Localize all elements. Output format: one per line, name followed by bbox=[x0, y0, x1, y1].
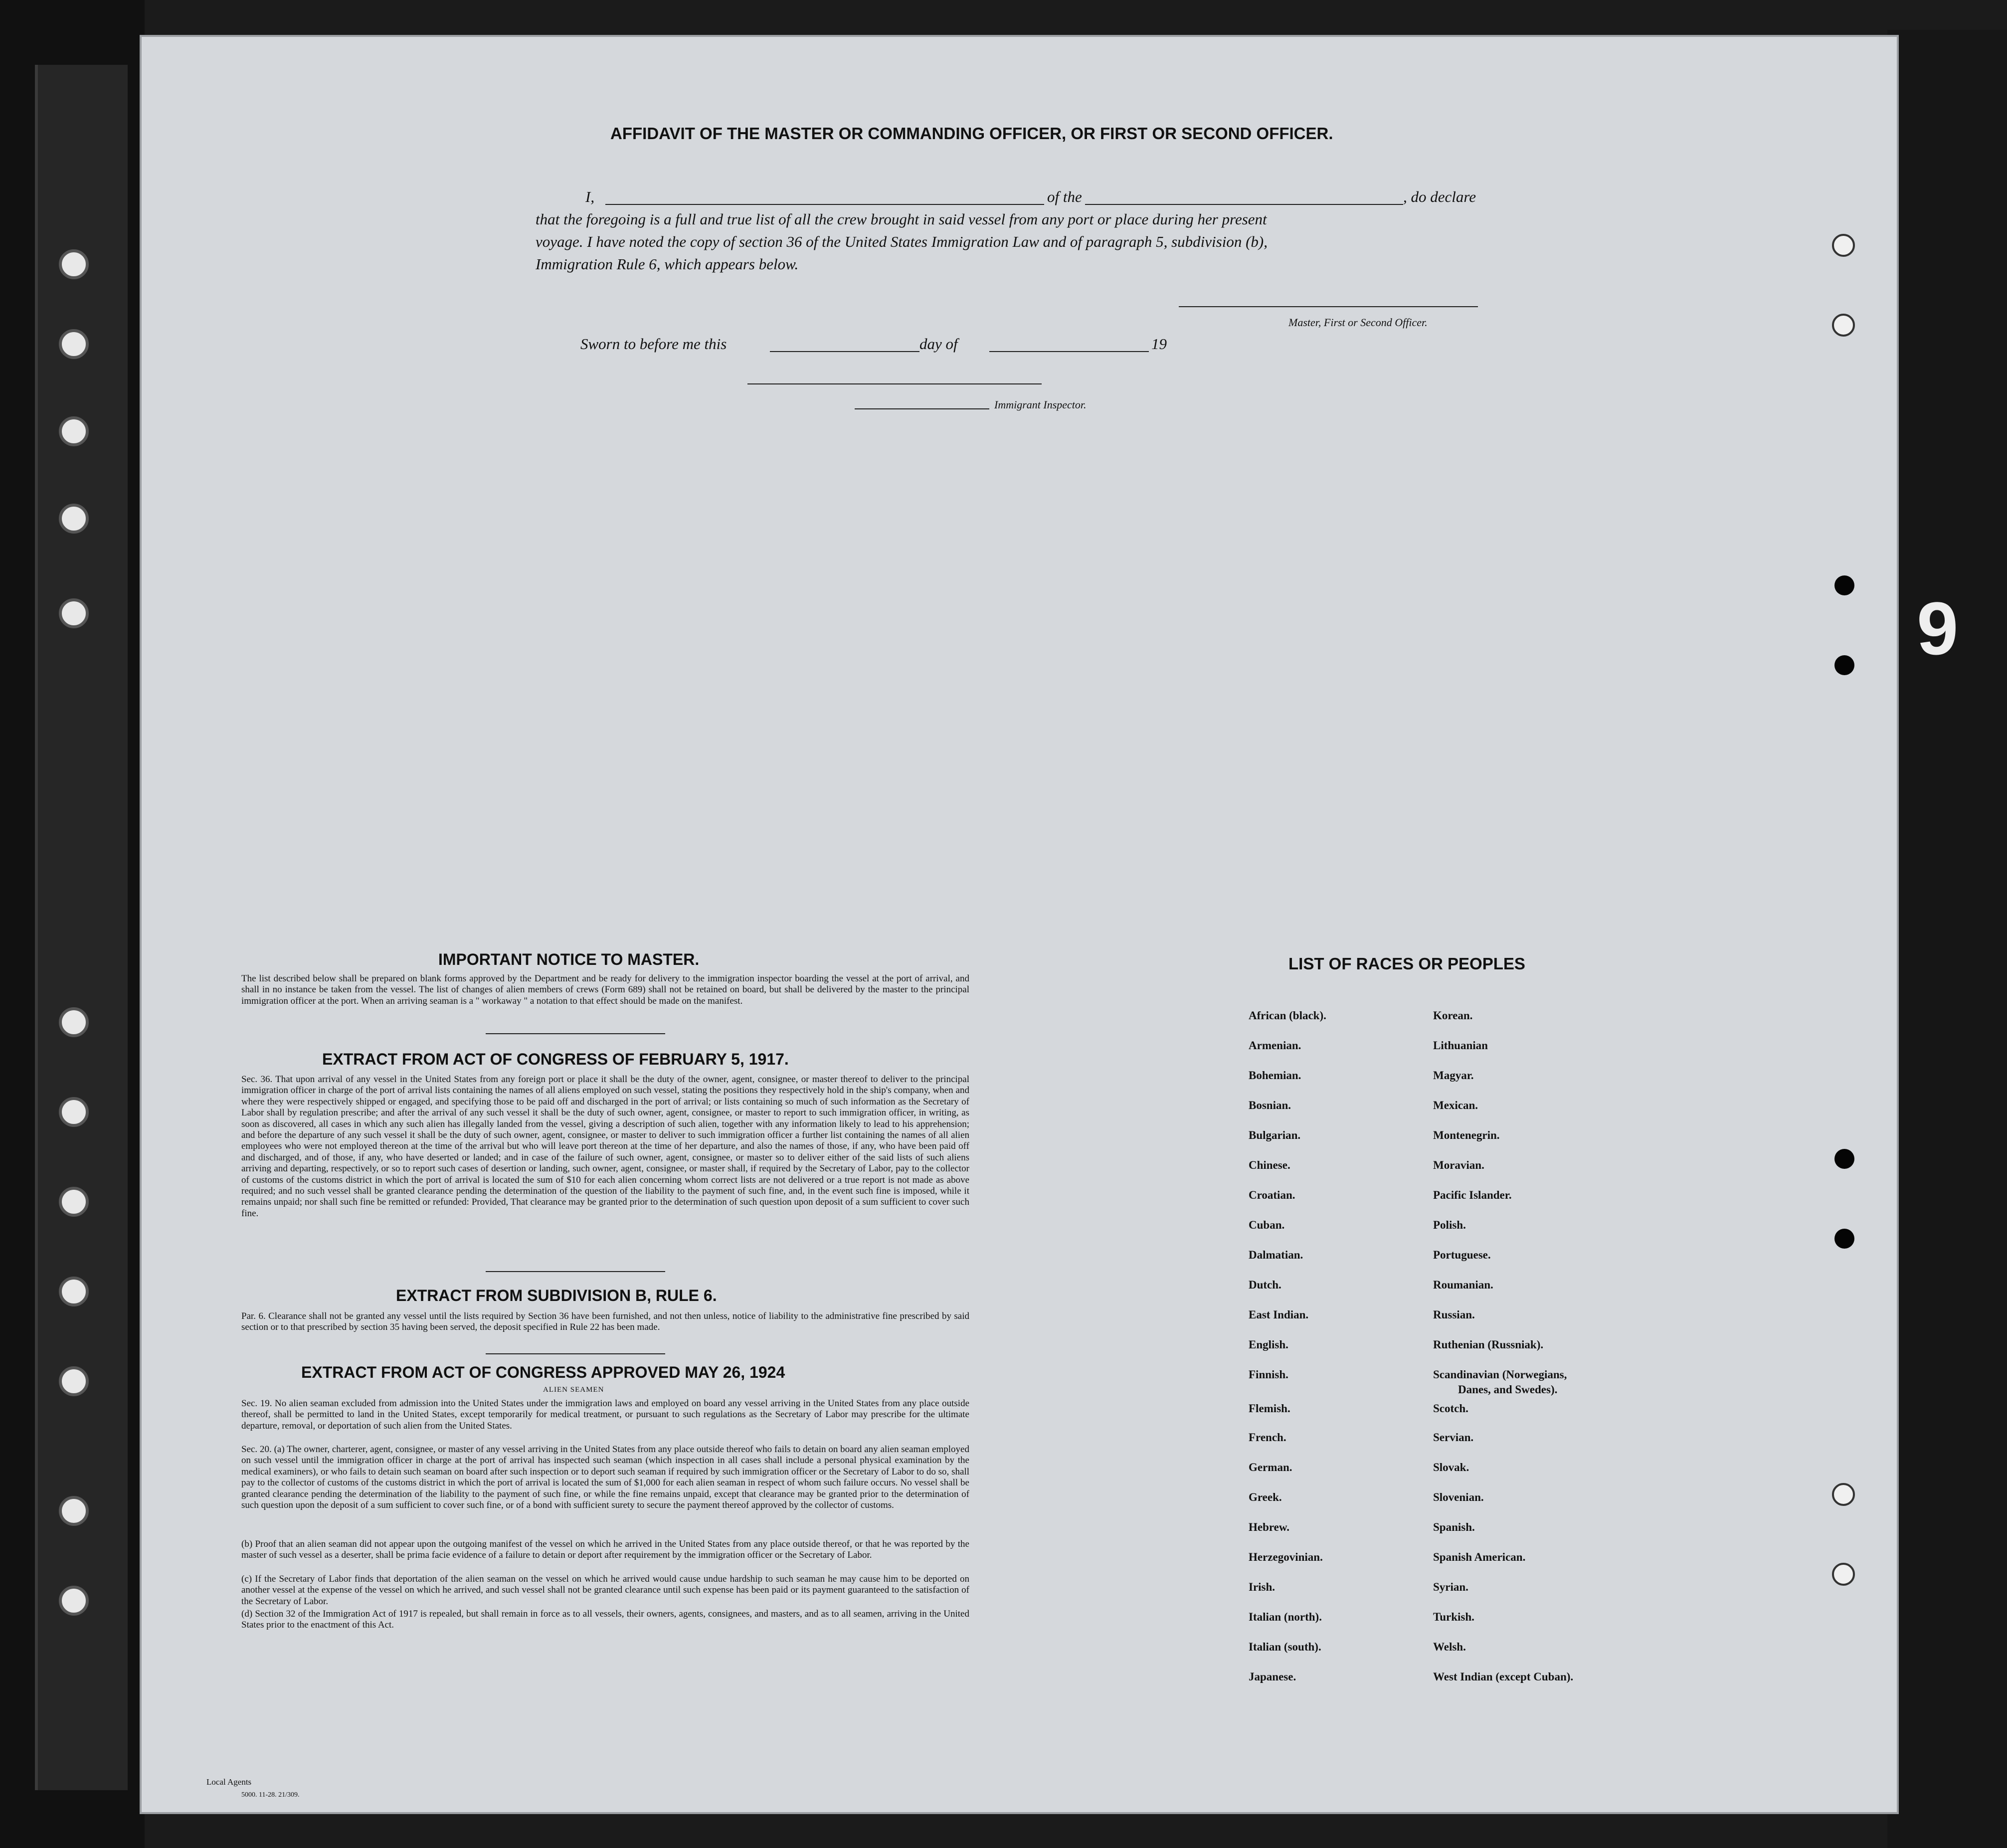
race-left: Hebrew. bbox=[1249, 1521, 1289, 1533]
race-right: Scotch. bbox=[1433, 1402, 1468, 1415]
race-right: Spanish. bbox=[1433, 1521, 1475, 1533]
race-right: Spanish American. bbox=[1433, 1551, 1526, 1563]
races-title: LIST OF RACES OR PEOPLES bbox=[1288, 954, 1525, 973]
sworn-text: Sworn to before me this bbox=[580, 335, 727, 353]
binding-hole bbox=[59, 504, 89, 534]
binding-hole bbox=[59, 249, 89, 279]
punch-hole bbox=[1832, 1483, 1855, 1506]
affidavit-i: I, bbox=[585, 188, 595, 205]
race-right: Pacific Islander. bbox=[1433, 1189, 1512, 1201]
punch-hole bbox=[1832, 314, 1855, 337]
scan-right-edge bbox=[1887, 30, 2007, 1848]
affidavit-line-2: that the foregoing is a full and true list of all the crew brought in said vessel from any port or place during her present bbox=[536, 210, 1267, 228]
binding-hole bbox=[59, 1007, 89, 1037]
alien-seamen-subtitle: ALIEN SEAMEN bbox=[543, 1386, 604, 1394]
race-right: Magyar. bbox=[1433, 1069, 1474, 1082]
affidavit-declare: , do declare bbox=[1403, 188, 1476, 205]
race-left: Italian (north). bbox=[1249, 1611, 1322, 1623]
race-left: Japanese. bbox=[1249, 1670, 1296, 1683]
punch-hole bbox=[1834, 655, 1854, 675]
race-left: Finnish. bbox=[1249, 1368, 1288, 1381]
par-c-text: (c) If the Secretary of Labor finds that deportation of the alien seaman on the vessel on which he arrived would cause undue hardship to such seaman he may cause him to be deported on another vessel at the expense of the vessel on which he arrived, and such vessel shall not be granted clearance until such expense has been paid or its payment guaranteed to the satisfaction of the Secretary of Labor. bbox=[241, 1574, 969, 1607]
race-right: Montenegrin. bbox=[1433, 1129, 1500, 1141]
race-right: Servian. bbox=[1433, 1431, 1474, 1444]
race-left: Herzegovinian. bbox=[1249, 1551, 1323, 1563]
notice-text: The list described below shall be prepared on blank forms approved by the Department and be ready for delivery to the immigration inspector boarding the vessel at the port of arrival, and shall in no instance be taken from the vessel. The list of changes of alien members of crews (Form 689) shall not be retained on board, but shall be delivered by the master to the principal immigration officer at the port. When an arriving seaman is a " workaway " a notation to that effect should be made on the manifest. bbox=[241, 973, 969, 1006]
race-left: Bulgarian. bbox=[1249, 1129, 1301, 1141]
inspector-label: Immigrant Inspector. bbox=[994, 398, 1087, 411]
master-label: Master, First or Second Officer. bbox=[1288, 316, 1428, 329]
vessel-blank bbox=[1099, 204, 1403, 205]
race-left: East Indian. bbox=[1249, 1308, 1309, 1321]
race-right: Ruthenian (Russniak). bbox=[1433, 1338, 1544, 1351]
affidavit-title: AFFIDAVIT OF THE MASTER OR COMMANDING OFFICER, OR FIRST OR SECOND OFFICER. bbox=[610, 124, 1333, 143]
race-left: German. bbox=[1249, 1461, 1292, 1474]
punch-hole bbox=[1834, 575, 1854, 595]
binding-hole bbox=[59, 416, 89, 446]
footer-code: 5000. 11-28. 21/309. bbox=[241, 1791, 300, 1799]
race-right: Russian. bbox=[1433, 1308, 1475, 1321]
extract-1917-title: EXTRACT FROM ACT OF CONGRESS OF FEBRUARY 5, 1917. bbox=[322, 1050, 789, 1068]
rule6-text: Par. 6. Clearance shall not be granted any vessel until the lists required by Section 36 have been furnished, and not then unless, notice of liability to the administrative fine prescribed by said section or to that prescribed by section 35 having been served, the deposit specified in Rule 22 has been made. bbox=[241, 1311, 969, 1333]
binding-hole bbox=[59, 598, 89, 628]
inspector-signature-line bbox=[747, 383, 1042, 384]
year-text: 19 bbox=[1151, 335, 1167, 353]
race-left: Bosnian. bbox=[1249, 1099, 1291, 1111]
footer-agents: Local Agents bbox=[206, 1777, 252, 1787]
race-right: Portuguese. bbox=[1433, 1249, 1491, 1261]
binding-hole bbox=[59, 1277, 89, 1306]
binding-hole bbox=[59, 1187, 89, 1217]
binding-edge bbox=[0, 0, 145, 1848]
sec-19-text: Sec. 19. No alien seaman excluded from admission into the United States under the immigration laws and employed on board any vessel arriving in the United States from any place outside thereof, shall be permitted to land in the United States, except temporarily for medical treatment, or pursuant to such regulations as the Secretary of Labor may prescribe for the ultimate departure, removal, or deportation of such alien from the United States. bbox=[241, 1398, 969, 1431]
race-left: Armenian. bbox=[1249, 1039, 1301, 1052]
race-left: Chinese. bbox=[1249, 1159, 1290, 1171]
inspector-name-blank bbox=[855, 408, 989, 409]
race-left: Flemish. bbox=[1249, 1402, 1290, 1415]
race-right: Scandinavian (Norwegians, bbox=[1433, 1368, 1567, 1381]
month-blank bbox=[989, 351, 1149, 352]
binding-strip bbox=[35, 65, 128, 1790]
par-b-text: (b) Proof that an alien seaman did not appear upon the outgoing manifest of the vessel on which he arrived in the United States from any place outside thereof, or that he was reported by the master of such vessel as a deserter, shall be prima facie evidence of a failure to detain or deport after requirement by the immigration officer or the Secretary of Labor. bbox=[241, 1539, 969, 1561]
race-left: Croatian. bbox=[1249, 1189, 1295, 1201]
race-left: Bohemian. bbox=[1249, 1069, 1301, 1082]
race-right: Moravian. bbox=[1433, 1159, 1484, 1171]
race-left: Dalmatian. bbox=[1249, 1249, 1303, 1261]
affidavit-line-4: Immigration Rule 6, which appears below. bbox=[536, 255, 799, 273]
divider bbox=[486, 1033, 665, 1034]
race-right: Lithuanian bbox=[1433, 1039, 1488, 1052]
rule6-title: EXTRACT FROM SUBDIVISION B, RULE 6. bbox=[396, 1287, 717, 1304]
punch-hole bbox=[1832, 1563, 1855, 1586]
race-right: Syrian. bbox=[1433, 1581, 1468, 1593]
extract-1924-title: EXTRACT FROM ACT OF CONGRESS APPROVED MAY 26, 1924 bbox=[301, 1363, 785, 1381]
margin-mark: 9 bbox=[1917, 586, 1959, 670]
race-right: West Indian (except Cuban). bbox=[1433, 1670, 1574, 1683]
race-left: English. bbox=[1249, 1338, 1288, 1351]
race-left: African (black). bbox=[1249, 1009, 1326, 1022]
day-of-text: day of bbox=[919, 335, 958, 353]
affidavit-of-the: of the bbox=[1044, 186, 1085, 207]
sec-20-text: Sec. 20. (a) The owner, charterer, agent, consignee, or master of any vessel arriving in the United States from any place outside thereof who fails to detain on board any alien seaman employed on such vessel until the immigration officer in charge at the port of arrival has inspected such seaman (which inspection in all cases shall include a personal physical examination by the medical examiners), or who fails to detain such seaman on board after such inspection or to deport such seaman if required by such immigration officer or the Secretary of Labor to do so, shall pay to the collector of customs of the customs district in which the port of arrival is located the sum of $1,000 for each alien seaman in respect of whom such failure occurs. No vessel shall be granted clearance pending the determination of the liability to the payment of such fine, or while the fine remains unpaid, except that clearance may be granted prior to the determination of such question upon the deposit of a sum sufficient to cover such fine, or of a bond with sufficient surety to secure the payment thereof approved by the collector of customs. bbox=[241, 1444, 969, 1511]
race-right-continuation: Danes, and Swedes). bbox=[1458, 1383, 1558, 1396]
notice-title: IMPORTANT NOTICE TO MASTER. bbox=[438, 950, 700, 968]
binding-hole bbox=[59, 1366, 89, 1396]
manifest-page bbox=[140, 35, 1959, 1814]
race-right: Mexican. bbox=[1433, 1099, 1478, 1111]
race-left: Greek. bbox=[1249, 1491, 1282, 1503]
race-left: Dutch. bbox=[1249, 1279, 1281, 1291]
punch-hole bbox=[1834, 1229, 1854, 1249]
race-right: Turkish. bbox=[1433, 1611, 1474, 1623]
extract-1917-text: Sec. 36. That upon arrival of any vessel in the United States from any foreign port or place it shall be the duty of the owner, agent, consignee, or master thereof to deliver to the principal immigration officer in charge of the port of arrival lists containing the names of all aliens employed on such vessel, stating the positions they respectively hold in the ship's company, when and where they were respectively shipped or engaged, and specifying those to be paid off and discharged in the port of arrival; or lists containing so much of such information as the Secretary of Labor shall by regulation prescribe; and after the arrival of any such vessel it shall be the duty of such owner, agent, consignee, or master to report to such immigration officer, in writing, as soon as discovered, all cases in which any such alien has illegally landed from the vessel, giving a description of such alien, together with any information likely to lead to his apprehension; and before the departure of any such vessel it shall be the duty of such owner, agent, consignee, or master to deliver to such immigration officer a further list containing the names of all alien employees who were not employed thereon at the time of the arrival but who will leave port thereon at the time of her departure, and also the names of those, if any, who have been paid off and discharged, and of those, if any, who have deserted or landed; and in case of the failure of such owner, agent, consignee, or master so to deliver either of the said lists of such aliens arriving and departing, respectively, or so to report such cases of desertion or landing, such owner, agent, consignee, or master shall, if required by the Secretary of Labor, pay to the collector of customs of the customs district in which the port of arrival is located the sum of $10 for each alien concerning whom correct lists are not delivered or a true report is not made as above required; and no such vessel shall be granted clearance pending the determination of the question of the liability to the payment of such fine, and, in the event such fine is imposed, while it remains unpaid; nor shall such fine be remitted or refunded: Provided, That clearance may be granted prior to the determination of such question upon deposit of a sum sufficient to cover such fine. bbox=[241, 1074, 969, 1219]
race-left: Italian (south). bbox=[1249, 1641, 1321, 1653]
race-left: Irish. bbox=[1249, 1581, 1276, 1593]
binding-hole bbox=[59, 1496, 89, 1526]
divider bbox=[486, 1353, 665, 1354]
binding-hole bbox=[59, 1097, 89, 1127]
punch-hole bbox=[1834, 1149, 1854, 1169]
race-right: Welsh. bbox=[1433, 1641, 1466, 1653]
race-right: Slovenian. bbox=[1433, 1491, 1484, 1503]
race-right: Polish. bbox=[1433, 1219, 1466, 1231]
binding-hole bbox=[59, 1586, 89, 1616]
punch-hole bbox=[1832, 234, 1855, 257]
race-left: French. bbox=[1249, 1431, 1286, 1444]
race-right: Korean. bbox=[1433, 1009, 1473, 1022]
divider bbox=[486, 1271, 665, 1272]
master-signature-line bbox=[1179, 306, 1478, 307]
sworn-day-blank bbox=[770, 351, 919, 352]
race-left: Cuban. bbox=[1249, 1219, 1285, 1231]
par-d-text: (d) Section 32 of the Immigration Act of 1917 is repealed, but shall remain in force as to all vessels, their owners, agents, consignees, and masters, and as to all seamen, arriving in the United States prior to the enactment of this Act. bbox=[241, 1609, 969, 1631]
race-right: Slovak. bbox=[1433, 1461, 1469, 1474]
race-right: Roumanian. bbox=[1433, 1279, 1493, 1291]
binding-hole bbox=[59, 329, 89, 359]
affidavit-line-3: voyage. I have noted the copy of section 36 of the United States Immigration Law and of paragraph 5, subdivision (b), bbox=[536, 233, 1268, 250]
